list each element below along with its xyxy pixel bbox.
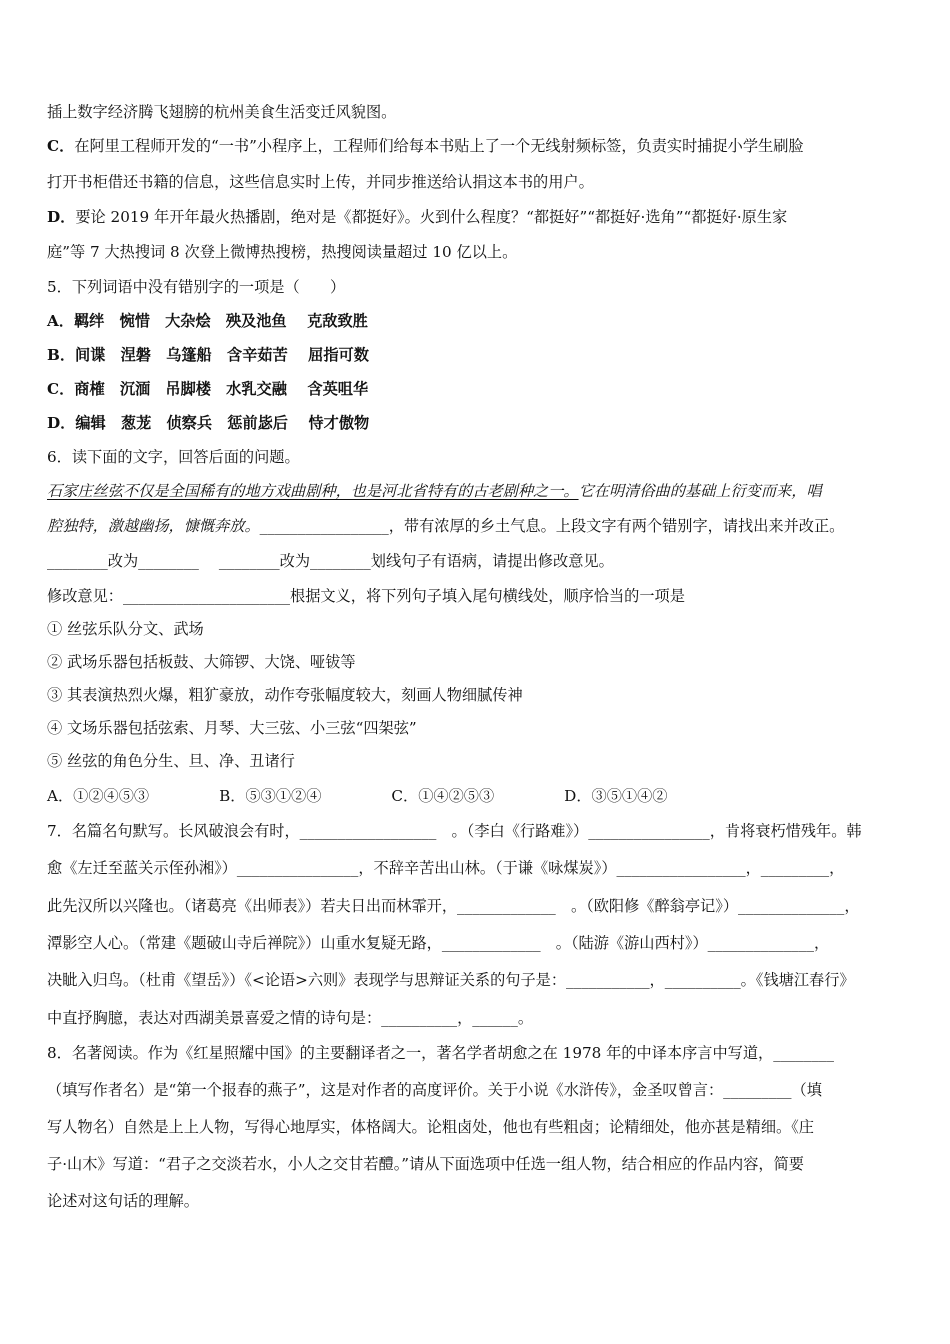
q7-line-2: 愈《左迁至蓝关示侄孙湘》）________________，不辞辛苦出山林。（于谦《咏煤炭》）_________________，_________，	[47, 859, 845, 877]
underlined-sentence: 石家庄丝弦不仅是全国稀有的地方戏曲剧种，也是河北省特有的古老剧种之一。	[47, 482, 579, 500]
q8-line-2: （填写作者名）是“第一个报春的燕子”，这是对作者的高度评价。关于小说《水浒传》，金圣叹曾言：_________（填	[47, 1081, 822, 1099]
q7-line-4: 潭影空人心。（常建《题破山寺后禅院》）山重水复疑无路，_____________ 。（陆游《游山西村》）______________，	[47, 934, 830, 952]
q6-options	[47, 786, 910, 806]
q8-line-4: 子·山木》写道：“君子之交淡若水，小人之交甘若醴。”请从下面选项中任选一组人物，结合相应的作品内容，简要	[47, 1155, 804, 1173]
q6-correction-blanks: ________改为________ ________改为________划线句子有语病，请提出修改意见。	[47, 552, 614, 570]
question-7: 7．名篇名句默写。长风破浪会有时，__________________ 。（李白《行路难》）________________，肯将衰朽惜残年。韩	[47, 822, 862, 840]
option-label: D．	[47, 208, 76, 226]
sentence-4: ④ 文场乐器包括弦索、月琴、大三弦、小三弦“四架弦”	[47, 719, 417, 737]
sentence-3: ③ 其表演热烈火爆，粗犷豪放，动作夸张幅度较大，刻画人物细腻传神	[47, 686, 523, 704]
q6-passage-2: 腔独特，激越幽扬，慷慨奔放。_________________，带有浓厚的乡土气息。上段文字有两个错别字，请找出来并改正。	[47, 517, 845, 535]
q8-line-3: 写人物名）自然是上上人物，写得心地厚实，体格阔大。论粗卤处，他也有些粗卤；论精细处，他亦甚是精细。《庄	[47, 1118, 814, 1136]
q6-option-a: A．①②④⑤③	[47, 787, 150, 805]
q5-option-c: C．商榷 沉湎 吊脚楼 水乳交融 含英咀华	[47, 380, 369, 398]
q5-option-b: B．间谍 涅磐 乌篷船 含辛茹苦 屈指可数	[47, 346, 369, 364]
q6-option-b: B．⑤③①②④	[219, 787, 322, 805]
q7-line-5: 决眦入归鸟。（杜甫《望岳》）《<论语>六则》表现学与思辩证关系的句子是：___________，__________。《钱塘江春行》	[47, 971, 855, 989]
sentence-5: ⑤ 丝弦的角色分生、旦、净、丑诸行	[47, 752, 295, 770]
question-6: 6．读下面的文字，回答后面的问题。	[47, 448, 300, 466]
option-c: C．在阿里工程师开发的“一书”小程序上，工程师们给每本书贴上了一个无线射频标签，负责实时捕捉小学生刷脸	[47, 137, 804, 155]
sentence-2: ② 武场乐器包括板鼓、大筛锣、大饶、哑钹等	[47, 653, 356, 671]
q6-passage-1: 石家庄丝弦不仅是全国稀有的地方戏曲剧种，也是河北省特有的古老剧种之一。它在明清俗曲的基础上衍变而来，唱	[47, 482, 822, 500]
option-c-cont: 打开书柜借还书籍的信息，这些信息实时上传，并同步推送给认捐这本书的用户。	[47, 173, 594, 191]
option-d: D．要论 2019 年开年最火热播剧，绝对是《都挺好》。火到什么程度？“都挺好”“都挺好·选角”“都挺好·原生家	[47, 208, 788, 226]
q5-option-d: D．编辑 葱茏 侦察兵 惩前毖后 恃才傲物	[47, 414, 370, 432]
q8-line-5: 论述对这句话的理解。	[47, 1192, 199, 1210]
option-d-cont: 庭”等 7 大热搜词 8 次登上微博热搜榜，热搜阅读量超过 10 亿以上。	[47, 243, 518, 261]
sentence-1: ① 丝弦乐队分文、武场	[47, 620, 204, 638]
q6-option-c: C．①④②⑤③	[391, 787, 495, 805]
option-label: C．	[47, 137, 75, 155]
q7-line-6: 中直抒胸臆，表达对西湖美景喜爱之情的诗句是：__________，______。	[47, 1009, 533, 1027]
q5-option-a: A．羁绊 惋惜 大杂烩 殃及池鱼 克敌致胜	[47, 312, 368, 330]
question-5: 5．下列词语中没有错别字的一项是（ ）	[47, 278, 346, 296]
question-8: 8．名著阅读。作为《红星照耀中国》的主要翻译者之一，著名学者胡愈之在 1978 年的中译本序言中写道，________	[47, 1044, 834, 1062]
q6-option-d: D．③⑤①④②	[564, 787, 668, 805]
line-option-b-end: 插上数字经济腾飞翅膀的杭州美食生活变迁风貌图。	[47, 103, 397, 121]
q6-revision-line: 修改意见：______________________根据文义，将下列句子填入尾句横线处，顺序恰当的一项是	[47, 587, 685, 605]
q7-line-3: 此先汉所以兴隆也。（诸葛亮《出师表》）若夫日出而林霏开，_____________ 。（欧阳修《醉翁亭记》）______________，	[47, 897, 860, 915]
